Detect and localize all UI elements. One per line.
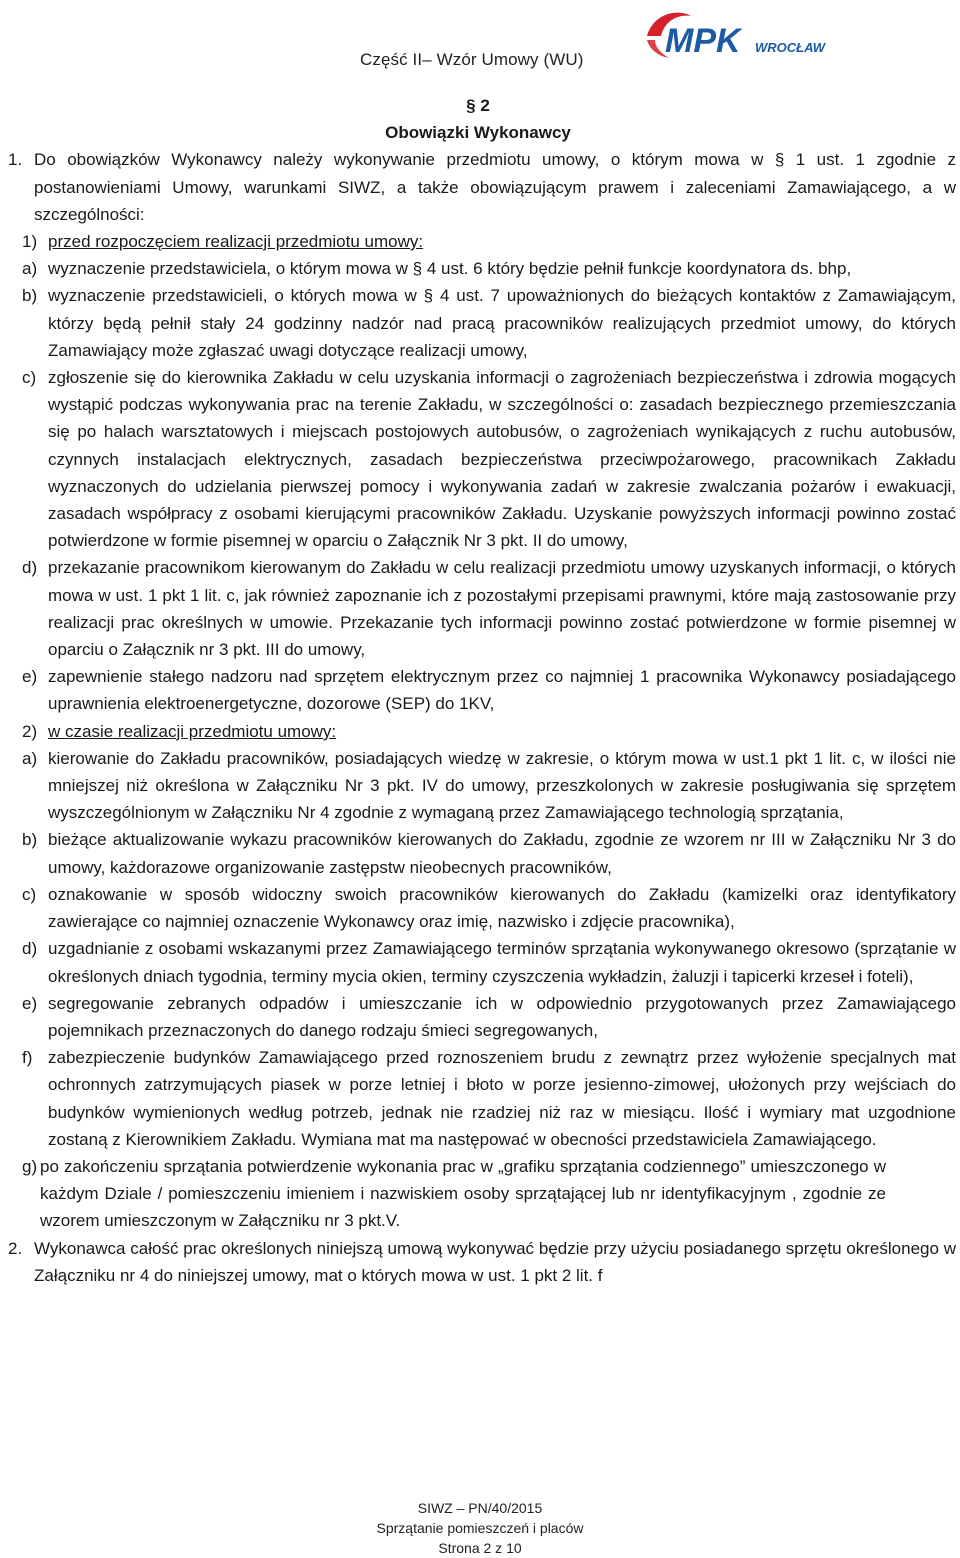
section-number: § 2 xyxy=(466,96,490,115)
list-marker: 2. xyxy=(8,1238,23,1258)
logo-city: WROCŁAW xyxy=(755,40,826,55)
item-text: bieżące aktualizowanie wykazu pracowników kierowanych do Zakładu, zgodnie ze wzorem nr III w Załączniku Nr 3 do umowy, każdorazowe organizowanie zastępstw nieobecnych pracowników, xyxy=(48,830,956,877)
item-2d xyxy=(0,935,956,989)
list-marker: 2) xyxy=(22,721,38,741)
item-2c xyxy=(0,881,956,935)
item-2f xyxy=(0,1044,956,1153)
list-marker: a) xyxy=(22,259,38,279)
item-1d xyxy=(0,554,956,663)
list-marker: a) xyxy=(22,748,38,768)
footer-page-number: Strona 2 z 10 xyxy=(438,1540,522,1556)
item-2g xyxy=(0,1153,956,1235)
list-marker: d) xyxy=(22,558,38,578)
footer-siwz: SIWZ – PN/40/2015 xyxy=(417,1500,543,1516)
logo-text: MPK xyxy=(665,22,741,60)
subpoint-heading: przed rozpoczęciem realizacji przedmiotu umowy: xyxy=(48,232,424,252)
list-marker: d) xyxy=(22,939,38,959)
item-text: wyznaczenie przedstawiciela, o którym mowa w § 4 ust. 6 który będzie pełnił funkcje koordynatora ds. bhp, xyxy=(48,259,852,279)
list-marker: c) xyxy=(22,368,37,388)
section-title: Obowiązki Wykonawcy xyxy=(385,123,571,143)
list-marker: 1. xyxy=(8,150,23,170)
paragraph-1 xyxy=(0,146,956,228)
list-marker: b) xyxy=(22,286,38,306)
paragraph-2 xyxy=(0,1235,956,1289)
list-marker: 1) xyxy=(22,232,38,252)
item-text: przekazanie pracownikom kierowanym do Zakładu w celu realizacji przedmiotu umowy uzyskanych informacji, o których mowa w ust. 1 pkt 1 lit. c, jak również zapoznanie ich z pozostałymi przepisami prawnymi, które mają zastosowanie przy realizacji prac określnych w umowie. Przekazanie tych informacji powinno zostać potwierdzone w formie pisemnej w oparciu o Załącznik nr 3 pkt. III do umowy, xyxy=(48,558,956,660)
paragraph-text: Do obowiązków Wykonawcy należy wykonywanie przedmiotu umowy, o którym mowa w § 1 ust. 1 zgodnie z postanowieniami Umowy, warunkami SIWZ, a także obowiązującym prawem i zaleceniami Zamawiającego, a w szczególności: xyxy=(34,150,956,224)
list-marker: g) xyxy=(22,1156,38,1176)
footer-subject: Sprzątanie pomieszczeń i placów xyxy=(376,1520,584,1536)
item-1e xyxy=(0,663,956,717)
item-2a xyxy=(0,745,956,827)
paragraph-text: Wykonawca całość prac określonych niniejszą umową wykonywać będzie przy użyciu posiadanego sprzętu określonego w Załączniku nr 4 do niniejszej umowy, mat o których mowa w ust. 1 pkt 2 lit. f xyxy=(34,1238,956,1285)
subpoint-2 xyxy=(0,718,956,745)
mpk-wroclaw-logo xyxy=(643,6,853,64)
item-text: kierowanie do Zakładu pracowników, posiadających wiedzę w zakresie, o którym mowa w ust.1 pkt 1 lit. c, w ilości nie mniejszej niż określona w Załączniku Nr 3 pkt. IV do umowy, przeszkolonych w zakresie posługiwania się sprzętem wyszczególnionym w Załączniku Nr 4 zgodnie z wymaganą przez Zamawiającego technologią sprzątania, xyxy=(48,748,956,823)
subpoint-heading: w czasie realizacji przedmiotu umowy: xyxy=(48,721,337,741)
list-marker: c) xyxy=(22,884,37,904)
item-text: oznakowanie w sposób widoczny swoich pracowników kierowanych do Zakładu (kamizelki oraz identyfikatory zawierające co najmniej oznaczenie Wykonawcy oraz imię, nazwisko i zdjęcie pracownika), xyxy=(48,884,956,932)
header-doc-title: Część II– Wzór Umowy (WU) xyxy=(360,50,584,69)
item-text: zapewnienie stałego nadzoru nad sprzętem elektrycznym przez co najmniej 1 pracownika Wykonawcy posiadającego uprawnienia elektroenergetyczne, dozorowe (SEP) do 1KV, xyxy=(48,667,956,714)
mpk-logo-icon xyxy=(643,6,853,64)
item-1b xyxy=(0,282,956,364)
item-text: po zakończeniu sprzątania potwierdzenie wykonania prac w „grafiku sprzątania codziennego” umieszczonego w każdym Dziale / pomieszczeniu imieniem i nazwiskiem osoby sprzątającej lub nr identyfikacyjnym , zgodnie ze wzorem umieszczonym w Załączniku nr 3 pkt.V. xyxy=(40,1156,886,1231)
item-text: wyznaczenie przedstawicieli, o których mowa w § 4 ust. 7 upoważnionych do bieżących kontaktów z Zamawiającym, którzy będą pełnił stały 24 godzinny nadzór nad pracą pracowników realizujących przedmiot umowy, do których Zamawiający może zgłaszać uwagi dotyczące realizacji umowy, xyxy=(48,286,956,360)
list-marker: b) xyxy=(22,830,38,850)
item-2b xyxy=(0,826,956,880)
subpoint-1 xyxy=(0,228,956,255)
list-marker: e) xyxy=(22,667,38,687)
list-marker: f) xyxy=(22,1048,33,1068)
item-1a xyxy=(0,255,956,282)
item-1c xyxy=(0,364,956,554)
item-2e xyxy=(0,990,956,1044)
document-body xyxy=(0,92,956,1289)
item-text: segregowanie zebranych odpadów i umieszczanie ich w odpowiednio przygotowanych przez Zamawiającego pojemnikach przeznaczonych do danego rodzaju śmieci segregowanych, xyxy=(48,993,956,1040)
item-text: zabezpieczenie budynków Zamawiającego przed roznoszeniem brudu z zewnątrz przez wyłożenie specjalnych mat ochronnych zatrzymujących piasek w porze letniej i błoto w porze jesienno-zimowej, ułożonych przy wejściach do budynków wymienionych według potrzeb, jednak nie rzadziej niż raz w miesiącu. Ilość i wymiary mat uzgodnione zostaną z Kierownikiem Zakładu. Wymiana mat ma następować w obecności przedstawiciela Zamawiającego. xyxy=(48,1048,956,1149)
item-text: zgłoszenie się do kierownika Zakładu w celu uzyskania informacji o zagrożeniach bezpieczeństwa i zdrowia mogących wystąpić podczas wykonywania prac na terenie Zakładu, w szczególności o: zasadach bezpiecznego przemieszczania się po halach warsztatowych i miejscach postojowych autobusów, o zagrożeniach wynikających z ruchu autobusów, czynnych instalacjach elektrycznych, zasadach bezpieczeństwa przeciwpożarowego, pracownikach Zakładu wyznaczonych do udzielania pierwszej pomocy i wykonywania zadań w zakresie zwalczania pożarów i ewakuacji, zasadach współpracy z osobami kierującymi pracowników Zakładu. Uzyskanie powyższych informacji powinno zostać potwierdzone w formie pisemnej w oparciu o Załącznik Nr 3 pkt. II do umowy, xyxy=(48,368,956,551)
list-marker: e) xyxy=(22,993,38,1013)
item-text: uzgadnianie z osobami wskazanymi przez Zamawiającego terminów sprzątania wykonywanego okresowo (sprzątanie w określonych dniach tygodnia, terminy mycia okien, terminy czyszczenia wykładzin, żaluzji i tapicerki krzeseł i foteli), xyxy=(48,939,956,986)
